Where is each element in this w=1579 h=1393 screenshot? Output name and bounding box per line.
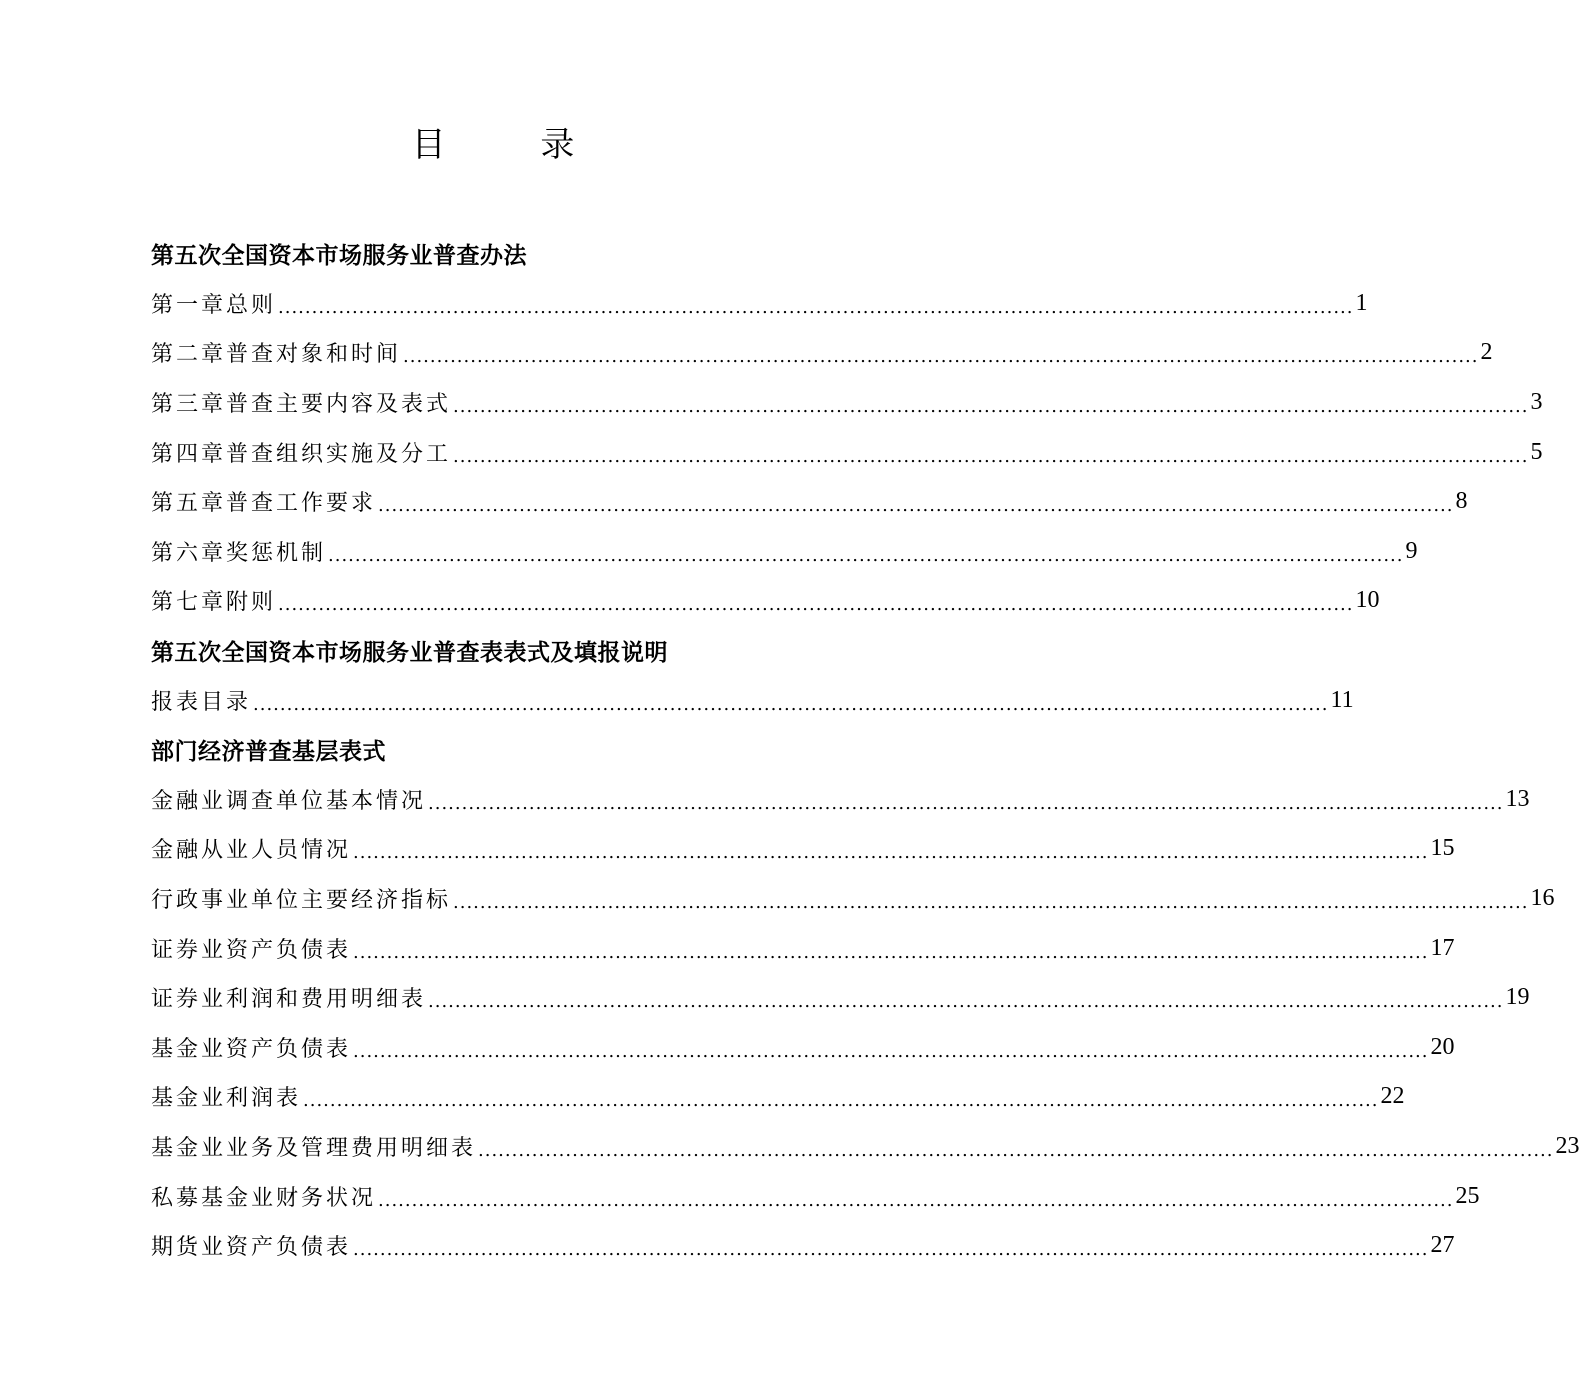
- dot-leader: ................................................................................................................................................................: [253, 693, 1329, 715]
- toc-section-heading[interactable]: 部门经济普查基层表式: [151, 739, 386, 766]
- toc-entry[interactable]: [151, 874, 1555, 924]
- toc-entry-page-number: 8: [1455, 488, 1468, 515]
- toc-entry-page-number: 11: [1330, 686, 1354, 713]
- toc-entry-label: 第五章普查工作要求: [151, 491, 377, 517]
- dot-leader: ................................................................................................................................................................: [353, 1040, 1429, 1062]
- toc-entry-label: 证券业利润和费用明细表: [151, 987, 427, 1013]
- toc-entry-label: 第二章普查对象和时间: [151, 342, 402, 368]
- table-of-contents: [151, 229, 1579, 1270]
- toc-entry-label: 第一章总则: [151, 292, 277, 318]
- toc-entry[interactable]: [151, 279, 1368, 329]
- toc-entry-label: 基金业利润表: [151, 1086, 302, 1112]
- toc-entry-page-number: 15: [1430, 835, 1455, 862]
- toc-entry-label: 第六章奖惩机制: [151, 540, 327, 566]
- toc-entry-page-number: 5: [1530, 438, 1543, 465]
- toc-entry-label: 金融从业人员情况: [151, 838, 352, 864]
- dot-leader: ................................................................................................................................................................: [353, 842, 1429, 864]
- toc-entry[interactable]: [151, 328, 1493, 378]
- toc-entry-page-number: 17: [1430, 934, 1455, 961]
- dot-leader: ................................................................................................................................................................: [328, 544, 1404, 566]
- dot-leader: ................................................................................................................................................................: [453, 396, 1529, 418]
- toc-entry[interactable]: [151, 1171, 1480, 1221]
- toc-entry-page-number: 25: [1455, 1182, 1480, 1209]
- toc-entry[interactable]: [151, 1072, 1405, 1122]
- dot-leader: ................................................................................................................................................................: [453, 445, 1529, 467]
- toc-entry-label: 第七章附则: [151, 590, 277, 616]
- dot-leader: ................................................................................................................................................................: [403, 346, 1479, 368]
- toc-entry-label: 第四章普查组织实施及分工: [151, 441, 452, 467]
- toc-entry[interactable]: [151, 1122, 1579, 1172]
- toc-entry-page-number: 9: [1405, 537, 1418, 564]
- toc-entry[interactable]: [151, 923, 1455, 973]
- toc-entry-label: 基金业资产负债表: [151, 1036, 352, 1062]
- toc-entry-label: 期货业资产负债表: [151, 1235, 352, 1261]
- toc-entry-page-number: 10: [1355, 587, 1380, 614]
- toc-entry[interactable]: [151, 775, 1530, 825]
- toc-entry[interactable]: [151, 675, 1354, 725]
- toc-entry-page-number: 16: [1530, 885, 1555, 912]
- dot-leader: ................................................................................................................................................................: [428, 991, 1504, 1013]
- toc-entry-page-number: 19: [1505, 984, 1530, 1011]
- toc-entry-page-number: 13: [1505, 785, 1530, 812]
- toc-entry[interactable]: [151, 477, 1468, 527]
- toc-entry[interactable]: [151, 576, 1380, 626]
- dot-leader: ................................................................................................................................................................: [278, 594, 1354, 616]
- toc-entry-page-number: 22: [1380, 1083, 1405, 1110]
- dot-leader: ................................................................................................................................................................: [378, 1189, 1454, 1211]
- toc-entry[interactable]: [151, 824, 1455, 874]
- toc-entry-page-number: 1: [1355, 289, 1368, 316]
- toc-entry[interactable]: [151, 1221, 1455, 1271]
- toc-entry[interactable]: [151, 378, 1543, 428]
- toc-entry-label: 报表目录: [151, 689, 252, 715]
- toc-entry-page-number: 23: [1555, 1132, 1579, 1159]
- toc-entry-page-number: 20: [1430, 1033, 1455, 1060]
- toc-entry[interactable]: [151, 527, 1418, 577]
- toc-section-heading[interactable]: 第五次全国资本市场服务业普查表表式及填报说明: [151, 640, 668, 667]
- toc-entry-page-number: 27: [1430, 1232, 1455, 1259]
- dot-leader: ................................................................................................................................................................: [353, 1239, 1429, 1261]
- toc-entry-label: 私募基金业财务状况: [151, 1185, 377, 1211]
- dot-leader: ................................................................................................................................................................: [278, 296, 1354, 318]
- toc-entry[interactable]: [151, 973, 1530, 1023]
- dot-leader: ................................................................................................................................................................: [453, 892, 1529, 914]
- dot-leader: ................................................................................................................................................................: [428, 792, 1504, 814]
- toc-entry-label: 金融业调查单位基本情况: [151, 788, 427, 814]
- dot-leader: ................................................................................................................................................................: [353, 941, 1429, 963]
- toc-entry-label: 行政事业单位主要经济指标: [151, 888, 452, 914]
- toc-section-heading[interactable]: 第五次全国资本市场服务业普查办法: [151, 243, 527, 270]
- toc-entry-label: 证券业资产负债表: [151, 937, 352, 963]
- toc-entry[interactable]: [151, 1023, 1455, 1073]
- toc-entry-label: 基金业业务及管理费用明细表: [151, 1135, 477, 1161]
- dot-leader: ................................................................................................................................................................: [378, 495, 1454, 517]
- toc-entry[interactable]: [151, 427, 1543, 477]
- toc-entry-page-number: 3: [1530, 389, 1543, 416]
- page-title: 目 录: [411, 125, 617, 165]
- toc-entry-page-number: 2: [1480, 339, 1493, 366]
- toc-entry-label: 第三章普查主要内容及表式: [151, 392, 452, 418]
- dot-leader: ................................................................................................................................................................: [303, 1090, 1379, 1112]
- dot-leader: ................................................................................................................................................................: [478, 1139, 1554, 1161]
